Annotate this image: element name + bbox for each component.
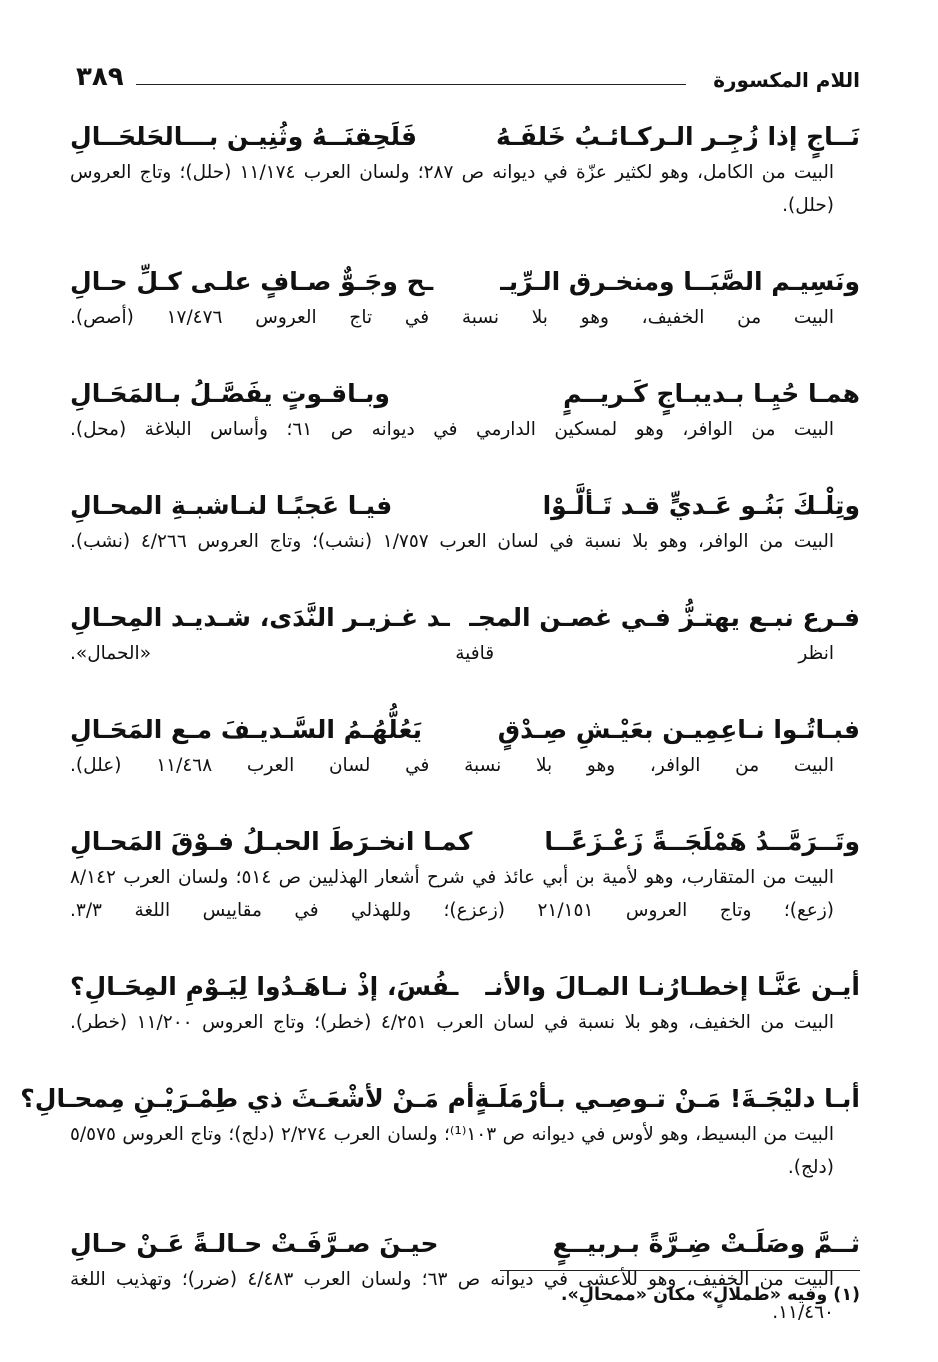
verse-second-hemistich: فَلَحِقنَــهُ وثُنِيـن بـــالحَلحَــالِ (70, 122, 418, 151)
verse-first-hemistich: ونَسِيـم الصَّبَــا ومنخـرق الـرِّيـ (500, 267, 860, 296)
verse-entry (70, 265, 860, 367)
verse-entry (70, 825, 860, 960)
chapter-title: اللام المكسورة (713, 68, 860, 92)
verse-second-hemistich: كمـا انخـرَطَ الحبـلُ فـوْقَ المَحـالِ (70, 827, 473, 856)
header-rule (136, 84, 686, 85)
running-header (70, 62, 860, 102)
verse-second-hemistich: ـد غـزيـر النَّدَى، شـديـد المِحـالِ (70, 603, 450, 632)
verse-first-hemistich: وتَــرَمَّــدُ هَمْلَجَــةً زَعْـزَعًــا (544, 827, 860, 856)
verse-first-hemistich: ثــمَّ وصَلَـتْ ضِـرَّةً بـربيــعٍ (552, 1229, 860, 1258)
verse-line (70, 489, 860, 523)
footnote: (١) وفيه «طملالٍ» مكان «ممحالِ». (560, 1285, 860, 1305)
verse-list (20, 110, 860, 1362)
verse-note: البيت من البسيط، وهو لأوس في ديوانه ص ١٠٣⁽¹⁾؛ ولسان العرب ٢/٢٧٤ (دلج)؛ وتاج العروس ٥/٥٧٥ (دلج). (70, 1124, 834, 1178)
verse-first-hemistich: فـرع نبـع يهتـزُّ فـي غصـن المجـ (469, 603, 860, 632)
verse-first-hemistich: نَــاجٍ إذا زُجِـر الـركـائـبُ خَلفَـهُ (495, 122, 860, 151)
verse-note: انظر قافية «الحمال». (70, 643, 834, 664)
verse-note: البيت من الوافر، وهو بلا نسبة في لسان العرب ١/٧٥٧ (نشب)؛ وتاج العروس ٤/٢٦٦ (نشب). (70, 531, 835, 552)
verse-entry (70, 601, 860, 703)
verse-second-hemistich: ـح وجَـوٌّ صـافٍ علـى كـلِّ حـالِ (70, 267, 434, 296)
verse-note: البيت من الوافر، وهو بلا نسبة في لسان العرب ١١/٤٦٨ (علل). (70, 755, 834, 776)
verse-line (70, 377, 860, 411)
verse-note: البيت من الكامل، وهو لكثير عزّة في ديوانه ص ٢٨٧؛ ولسان العرب ١١/١٧٤ (حلل)؛ وتاج العروس (حلل). (70, 162, 834, 216)
verse-second-hemistich: حيـنَ صـرَّفَـتْ حـالـةً عَـنْ حـالِ (70, 1229, 439, 1258)
verse-note: البيت من الخفيف، وهو للأعشى في ديوانه ص ٦٣؛ ولسان العرب ٤/٤٨٣ (ضرر)؛ وتهذيب اللغة ١١/٤٦٠. (70, 1269, 835, 1323)
verse-first-hemistich: أيـن عَنَّـا إخطـارُنـا المـالَ والأنـ (485, 972, 860, 1001)
verse-second-hemistich: وبـاقـوتٍ يفَصَّـلُ بـالمَحَـالِ (70, 379, 390, 408)
verse-note: البيت من الخفيف، وهو بلا نسبة في تاج العروس ١٧/٤٧٦ (أصص). (70, 307, 835, 328)
verse-first-hemistich: أبـا دليْجَـةَ! مَـنْ تـوصِـي بـأرْمَلَـةٍ (474, 1084, 860, 1113)
verse-note: البيت من الوافر، وهو لمسكين الدارمي في ديوانه ص ٦١؛ وأساس البلاغة (محل). (70, 419, 834, 440)
verse-note: البيت من الخفيف، وهو بلا نسبة في لسان العرب ٤/٢٥١ (خطر)؛ وتاج العروس ١١/٢٠٠ (خطر). (70, 1012, 834, 1033)
verse-line (70, 601, 860, 635)
verse-line (70, 1227, 860, 1261)
verse-second-hemistich: أم مَـنْ لأشْعَـثَ ذي طِمْـرَيْـنِ مِمحـالِ؟ (20, 1084, 475, 1113)
verse-entry (70, 970, 860, 1072)
verse-entry (70, 713, 860, 815)
verse-second-hemistich: يَعُلُّهُـمُ السَّـديـفَ مـع المَحَـالِ (70, 715, 423, 744)
verse-second-hemistich: ـفُسَ، إذْ نـاهَـدُوا لِيَـوْمِ المِحَـالِ؟ (70, 972, 459, 1001)
page-number: ٣٨٩ (76, 62, 124, 92)
verse-line (70, 825, 860, 859)
verse-entry (20, 1082, 860, 1217)
verse-second-hemistich: فيـا عَجبًـا لنـاشبـةِ المحـالِ (70, 491, 393, 520)
verse-line (70, 970, 860, 1004)
verse-line (70, 120, 860, 154)
verse-entry (70, 377, 860, 479)
verse-first-hemistich: همـا حُيِـا بـديبـاجٍ كَـريــمٍ (563, 379, 860, 408)
verse-line (20, 1082, 860, 1116)
verse-line (70, 713, 860, 747)
verse-entry (70, 120, 860, 255)
verse-line (70, 265, 860, 299)
verse-first-hemistich: فبـاتُـوا نـاعِمِيـن بعَيْـشِ صِـدْقٍ (497, 715, 860, 744)
footnote-rule (500, 1270, 860, 1271)
verse-first-hemistich: وتِلْـكَ بَنُـو عَـديٍّ قـد تَـألَّـوْا (542, 491, 860, 520)
verse-note: البيت من المتقارب، وهو لأمية بن أبي عائذ في شرح أشعار الهذليين ص ٥١٤؛ ولسان العرب ٨/١٤٢ (زعع)؛ وتاج العروس ٢١/١٥١ (زعزع)؛ وللهذلي في مقاييس اللغة ٣/٣. (70, 867, 834, 921)
verse-entry (70, 489, 860, 591)
